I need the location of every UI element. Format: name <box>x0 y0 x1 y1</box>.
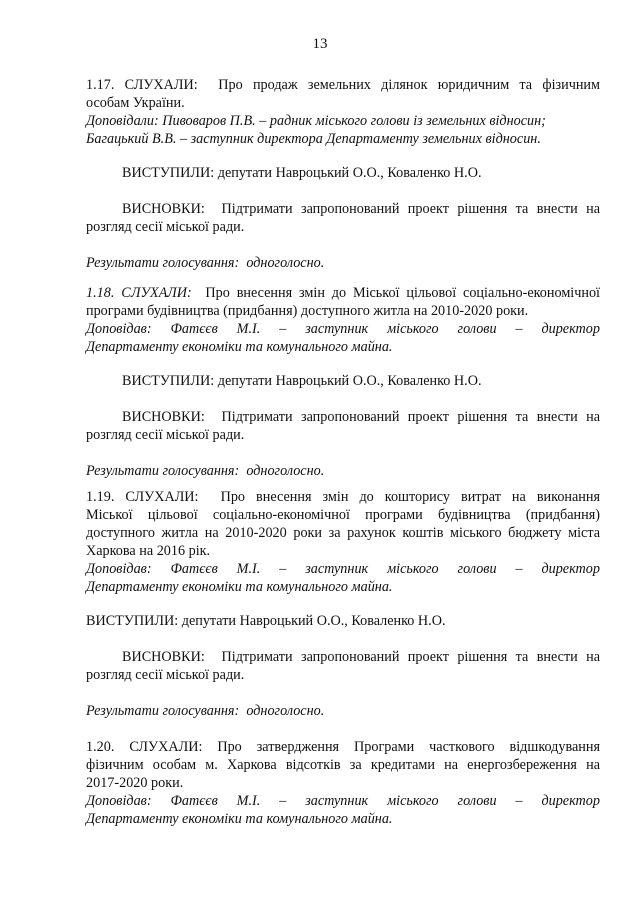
conclusions-text: Підтримати запропонований проект рішення та внести на <box>221 649 600 665</box>
reporters-line-2: Департаменту економіки та комунального майна. <box>86 811 393 827</box>
item-number: 1.19. <box>86 489 115 505</box>
reporters-line-2: Багацький В.В. – заступник директора Департаменту земельних відносин. <box>86 131 541 147</box>
conclusions-line-1 <box>86 200 600 218</box>
vote-value: одноголосно. <box>246 255 325 271</box>
heading-label: СЛУХАЛИ: <box>124 77 198 93</box>
agenda-item-1-18 <box>86 284 600 480</box>
vote-value: одноголосно. <box>246 703 325 719</box>
agenda-item-1-20 <box>86 738 600 828</box>
reporters-line-1: Доповідав: Фатєєв М.І. – заступник міського голови – директор <box>86 561 600 577</box>
heading-line-3: доступного житла на 2010-2020 роки за рахунок коштів міського бюджету міста <box>86 525 600 541</box>
heading-line-1 <box>86 738 600 756</box>
speakers: ВИСТУПИЛИ: депутати Навроцький О.О., Коваленко Н.О. <box>122 373 482 389</box>
conclusions-line-2: розгляд сесії міської ради. <box>86 219 245 235</box>
conclusions-label: ВИСНОВКИ: <box>122 649 205 665</box>
heading-label: СЛУХАЛИ: <box>125 489 199 505</box>
vote-results <box>86 254 600 272</box>
heading-label: СЛУХАЛИ: <box>129 739 203 755</box>
heading-label: СЛУХАЛИ: <box>121 285 192 301</box>
conclusions-line-2: розгляд сесії міської ради. <box>86 427 245 443</box>
conclusions-text: Підтримати запропонований проект рішення та внести на <box>221 409 600 425</box>
vote-label: Результати голосування: <box>86 255 240 271</box>
speakers: ВИСТУПИЛИ: депутати Навроцький О.О., Коваленко Н.О. <box>86 613 446 629</box>
item-number: 1.17. <box>86 77 115 93</box>
vote-label: Результати голосування: <box>86 703 240 719</box>
heading-line-4: Харкова на 2016 рік. <box>86 543 211 559</box>
conclusions-line-1 <box>86 408 600 426</box>
heading-line-3: 2017-2020 роки. <box>86 775 184 791</box>
vote-results <box>86 702 600 720</box>
vote-value: одноголосно. <box>246 463 325 479</box>
reporters-line-2: Департаменту економіки та комунального майна. <box>86 339 393 355</box>
conclusions-line-1 <box>86 648 600 666</box>
heading-line-2: фізичним особам м. Харкова відсотків за кредитами на енергозбереження на <box>86 757 600 773</box>
heading-line-2: програми будівництва (придбання) доступного житла на 2010-2020 роки. <box>86 303 529 319</box>
heading-line-1 <box>86 284 600 302</box>
heading-line-2: Міської цільової соціально-економічної програми будівництва (придбання) <box>86 507 600 523</box>
conclusions-label: ВИСНОВКИ: <box>122 201 205 217</box>
vote-label: Результати голосування: <box>86 463 240 479</box>
conclusions-text: Підтримати запропонований проект рішення та внести на <box>221 201 600 217</box>
heading-text: Про затвердження Програми часткового відшкодування <box>217 739 601 755</box>
reporters-line-1: Доповідав: Фатєєв М.І. – заступник міського голови – директор <box>86 321 600 337</box>
conclusions-line-2: розгляд сесії міської ради. <box>86 667 245 683</box>
heading-line-1 <box>86 76 600 94</box>
speakers: ВИСТУПИЛИ: депутати Навроцький О.О., Коваленко Н.О. <box>122 165 482 181</box>
agenda-item-1-19 <box>86 488 600 720</box>
reporters-line-1: Доповідали: Пивоваров П.В. – радник міського голови із земельних відносин; <box>86 113 546 129</box>
item-number: 1.20. <box>86 739 115 755</box>
item-number: 1.18. <box>86 285 115 301</box>
heading-text: Про внесення змін до кошторису витрат на виконання <box>220 489 601 505</box>
reporters-line-1: Доповідав: Фатєєв М.І. – заступник міського голови – директор <box>86 793 600 809</box>
vote-results <box>86 462 600 480</box>
page-number: 13 <box>312 36 328 52</box>
agenda-item-1-17 <box>86 76 600 272</box>
reporters-line-2: Департаменту економіки та комунального майна. <box>86 579 393 595</box>
heading-text: Про продаж земельних ділянок юридичним та фізичним <box>218 77 601 93</box>
heading-line-2: особам України. <box>86 95 185 111</box>
heading-text: Про внесення змін до Міської цільової соціально-економічної <box>205 285 601 301</box>
conclusions-label: ВИСНОВКИ: <box>122 409 205 425</box>
heading-line-1 <box>86 488 600 506</box>
